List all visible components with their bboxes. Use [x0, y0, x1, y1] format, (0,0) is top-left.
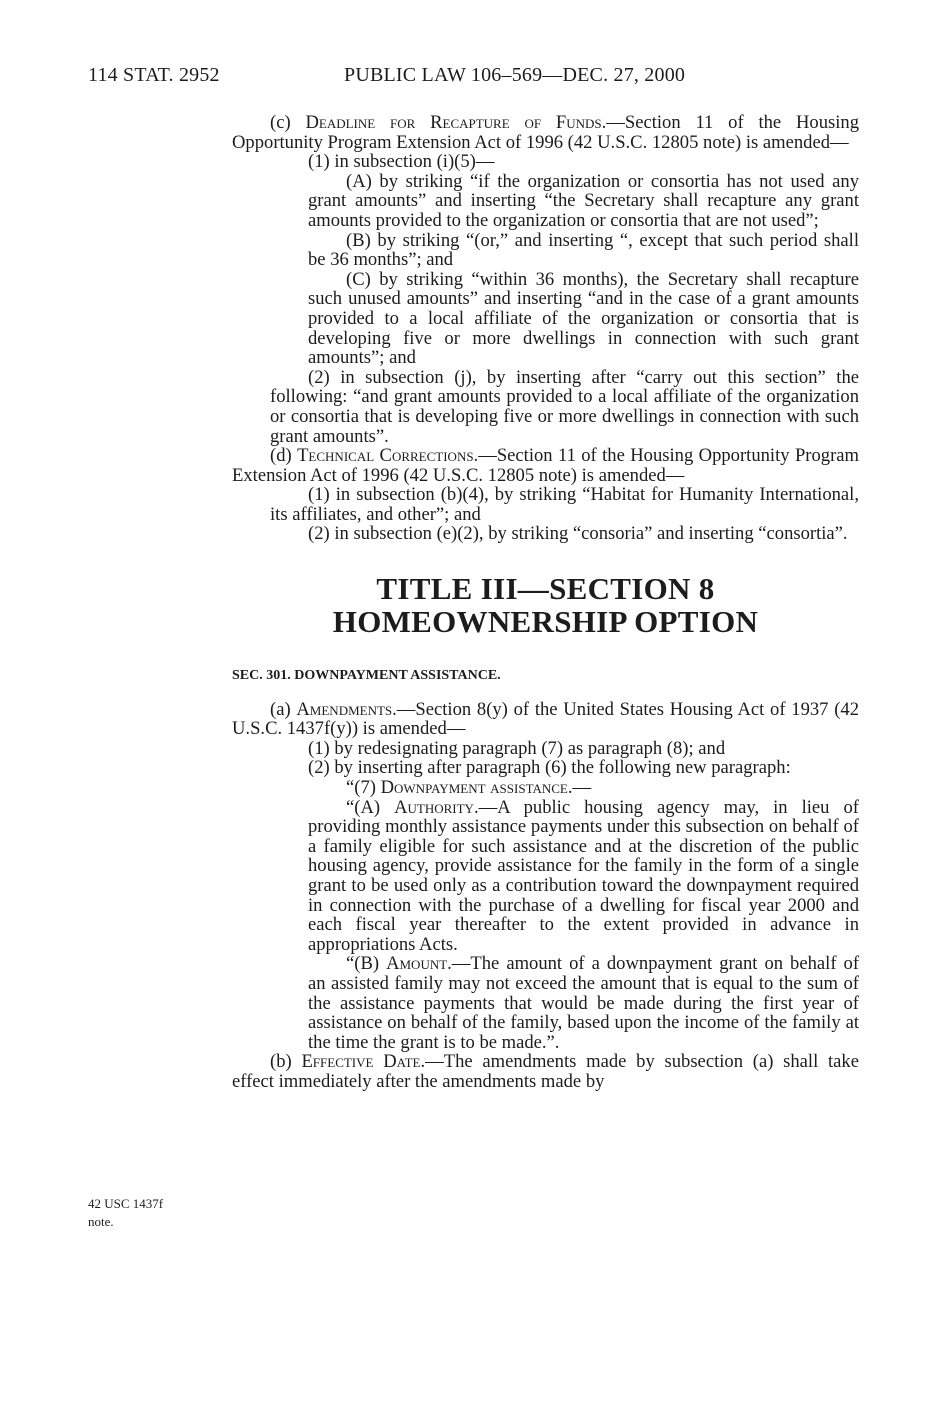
paragraph-c1: (1) in subsection (i)(5)— — [308, 151, 495, 173]
title-heading: TITLE III—SECTION 8 HOMEOWNERSHIP OPTION — [332, 571, 759, 640]
paragraph-c1-B: (B) by striking “(or,” and inserting “, except that such period shall be 36 months”; and — [308, 229, 859, 271]
quoted-subparagraph-B: “(B) Amount.—The amount of a downpayment grant on behalf of an assisted family may not exceed the amount that is equal to the sum of the assistance payments that would be made during the first year of assistance on behalf of the family, based upon the income of the family at the time the grant is to be made.”. — [308, 953, 860, 1053]
subsection-d-heading: Technical Corrections. — [297, 445, 479, 467]
page-reference: 114 STAT. 2952 — [88, 64, 220, 86]
paragraph-d2: (2) in subsection (e)(2), by striking “consoria” and inserting “consortia”. — [308, 523, 848, 545]
paragraph-c2: (2) in subsection (j), by inserting after “carry out this section” the following: “and grant amounts provided to a local affiliate of the organization or consortia that is developing five or more dwellings in connection with such grant amounts”. — [270, 366, 859, 447]
subsection-a: (a) Amendments.—Section 8(y) of the United States Housing Act of 1937 (42 U.S.C. 1437f(y)) is amended— — [232, 698, 859, 740]
subsection-b: (b) Effective Date.—The amendments made by subsection (a) shall take effect immediately after the amendments made by — [232, 1051, 859, 1092]
quoted-paragraph-7-heading: Downpayment assistance. — [380, 777, 573, 799]
running-header-title: PUBLIC LAW 106–569—DEC. 27, 2000 — [344, 64, 686, 86]
quoted-subparagraph-A: “(A) Authority.—A public housing agency may, in lieu of providing monthly assistance payments under this subsection on behalf of a family eligible for such assistance and at the discretion of the public housing agency, provide assistance for the family in the form of a single grant to be used only as a contribution toward the downpayment required in connection with the purchase of a dwelling for fiscal year 2000 and each fiscal year thereafter to the extent provided in advance in appropriations Acts. — [308, 796, 859, 955]
quoted-subparagraph-A-heading: Authority. — [394, 796, 479, 818]
paragraph-c1-C: (C) by striking “within 36 months), the Secretary shall recapture such unused amounts” and inserting “and in the case of a grant amounts provided to a local affiliate of the organization or consortia that is developing five or more dwellings in connection with such grant amounts”; and — [308, 268, 859, 369]
paragraph-a2: (2) by inserting after paragraph (6) the following new paragraph: — [308, 757, 791, 779]
subsection-c: (c) Deadline for Recapture of Funds.—Section 11 of the Housing Opportunity Program Extension Act of 1996 (42 U.S.C. 12805 note) is amended— — [232, 112, 859, 153]
paragraph-d1: (1) in subsection (b)(4), by striking “Habitat for Humanity International, its affiliates, and other”; and — [270, 484, 859, 525]
quoted-paragraph-7: “(7) Downpayment assistance.— — [346, 777, 592, 799]
subsection-d: (d) Technical Corrections.—Section 11 of the Housing Opportunity Program Extension Act of 1996 (42 U.S.C. 12805 note) is amended— — [232, 445, 859, 486]
subsection-c-heading: Deadline for Recapture of Funds. — [305, 112, 607, 133]
paragraph-c1-A: (A) by striking “if the organization or consortia has not used any grant amounts” and inserting “the Secretary shall recapture any grant amounts provided to the organization or consortia that are not used”; — [308, 170, 859, 231]
subsection-a-heading: Amendments. — [296, 698, 397, 720]
margin-note — [88, 1195, 163, 1231]
margin-note-line1: 42 USC 1437f — [88, 1196, 164, 1211]
quoted-subparagraph-B-heading: Amount. — [386, 953, 452, 975]
subsection-b-heading: Effective Date. — [301, 1051, 426, 1073]
section-heading: SEC. 301. DOWNPAYMENT ASSISTANCE. — [232, 668, 501, 684]
document-body — [232, 113, 859, 1092]
paragraph-a1: (1) by redesignating paragraph (7) as paragraph (8); and — [308, 737, 726, 759]
margin-note-line2: note. — [88, 1214, 114, 1229]
